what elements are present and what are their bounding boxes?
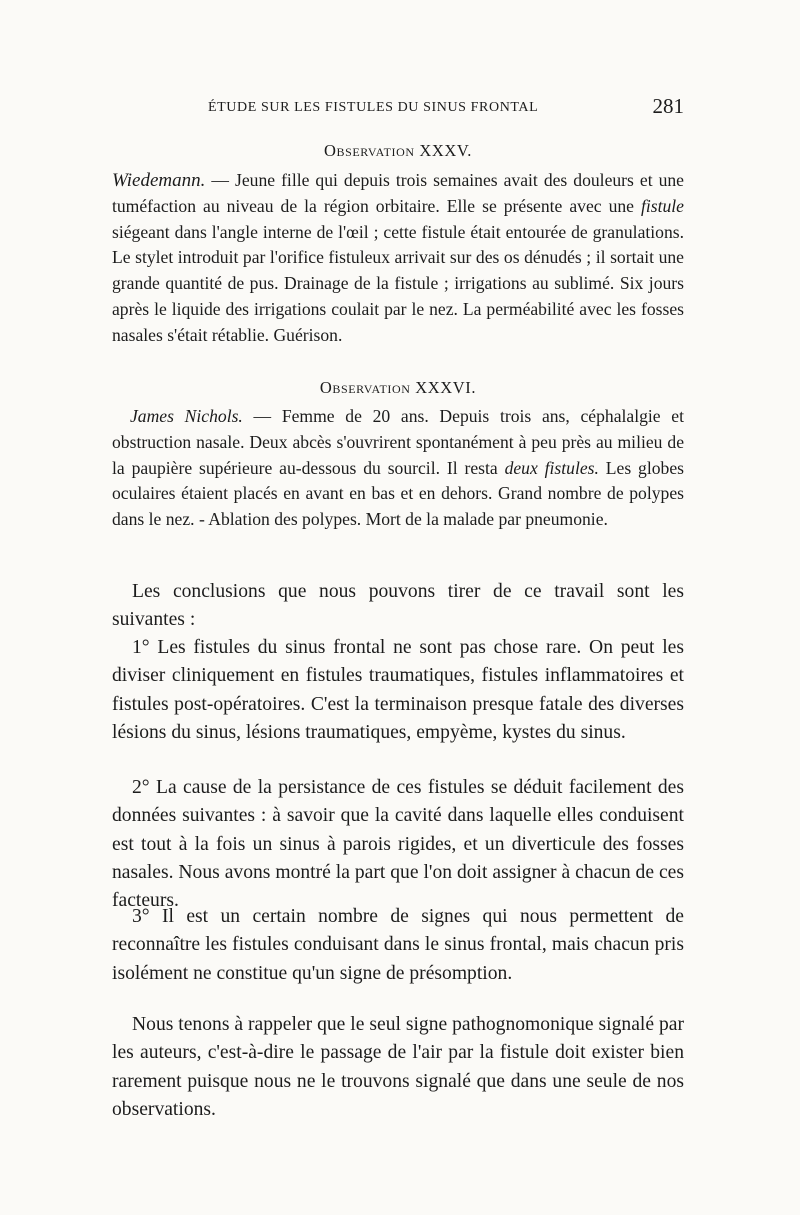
observation-36-title: Observation XXXVI. (319, 378, 477, 397)
observation-35-text-part2: siégeant dans l'angle interne de l'œil ; cette fistule était entourée de granulations. Le stylet introduit par l'orifice fistuleux arrivait sur des os dénudés ; il sortait une grande quantité de pus. Drainage de la fistule ; irrigations au sublimé. Six jours après le liquide des irrigations coulait par le nez. La perméabilité avec les fosses nasales s'était rétablie. Guérison. (112, 221, 684, 345)
observation-35-text-part1: — Jeune fille qui depuis trois semaines avait des douleurs et une tuméfaction au niveau de la région orbitaire. Elle se présente avec une (112, 170, 684, 216)
conclusion-point-1: 1° Les fistules du sinus frontal ne sont pas chose rare. On peut les diviser cliniquement en fistules traumatiques, fistules inflammatoires et fistules post-opératoires. C'est la terminaison presque fatale des diverses lésions du sinus, lésions traumatiques, empyème, kystes du sinus. (112, 637, 684, 743)
observation-35-italic: fistule (640, 195, 684, 216)
running-head: ÉTUDE SUR LES FISTULES DU SINUS FRONTAL (208, 100, 539, 115)
page-number: 281 (652, 94, 684, 118)
page-header (108, 94, 688, 124)
observation-36-italic: deux fistules. (504, 457, 599, 478)
observation-36-text-part2: Les globes oculaires étaient placés en avant en bas et en dehors. Grand nombre de polypes dans le nez. - Ablation des polypes. Mort de la malade par pneumonie. (112, 457, 684, 530)
closing-paragraph: Nous tenons à rappeler que le seul signe pathognomonique signalé par les auteurs, c'est-à-dire le passage de l'air par la fistule doit exister bien rarement puisque nous ne le trouvons signalé que dans une seule de nos observations. (112, 1014, 684, 1120)
observation-35-title: Observation XXXV. (323, 141, 473, 160)
conclusions-intro: Les conclusions que nous pouvons tirer de ce travail sont les suivantes : (112, 581, 684, 631)
conclusion-point-3: 3° Il est un certain nombre de signes qui nous permettent de reconnaître les fistules conduisant dans le sinus frontal, mais chacun pris isolément ne constitue qu'un signe de présomption. (112, 906, 684, 984)
conclusion-point-2: 2° La cause de la persistance de ces fistules se déduit facilement des données suivantes : à savoir que la cavité dans laquelle elles conduisent est tout à la fois un sinus à parois rigides, et un diverticule des fosses nasales. Nous avons montré la part que l'on doit assigner à chacun de ces facteurs. (112, 777, 684, 912)
observation-35-author: Wiedemann. (112, 170, 206, 191)
observation-36-text-part1: — Femme de 20 ans. Depuis trois ans, céphalalgie et obstruction nasale. Deux abcès s'ouvrirent spontanément à peu près au milieu de la paupière supérieure au-dessous du sourcil. Il resta (112, 406, 684, 478)
observation-36-text (112, 404, 684, 533)
observation-36-author: James Nichols. (130, 406, 243, 426)
observation-35-text (112, 168, 684, 349)
